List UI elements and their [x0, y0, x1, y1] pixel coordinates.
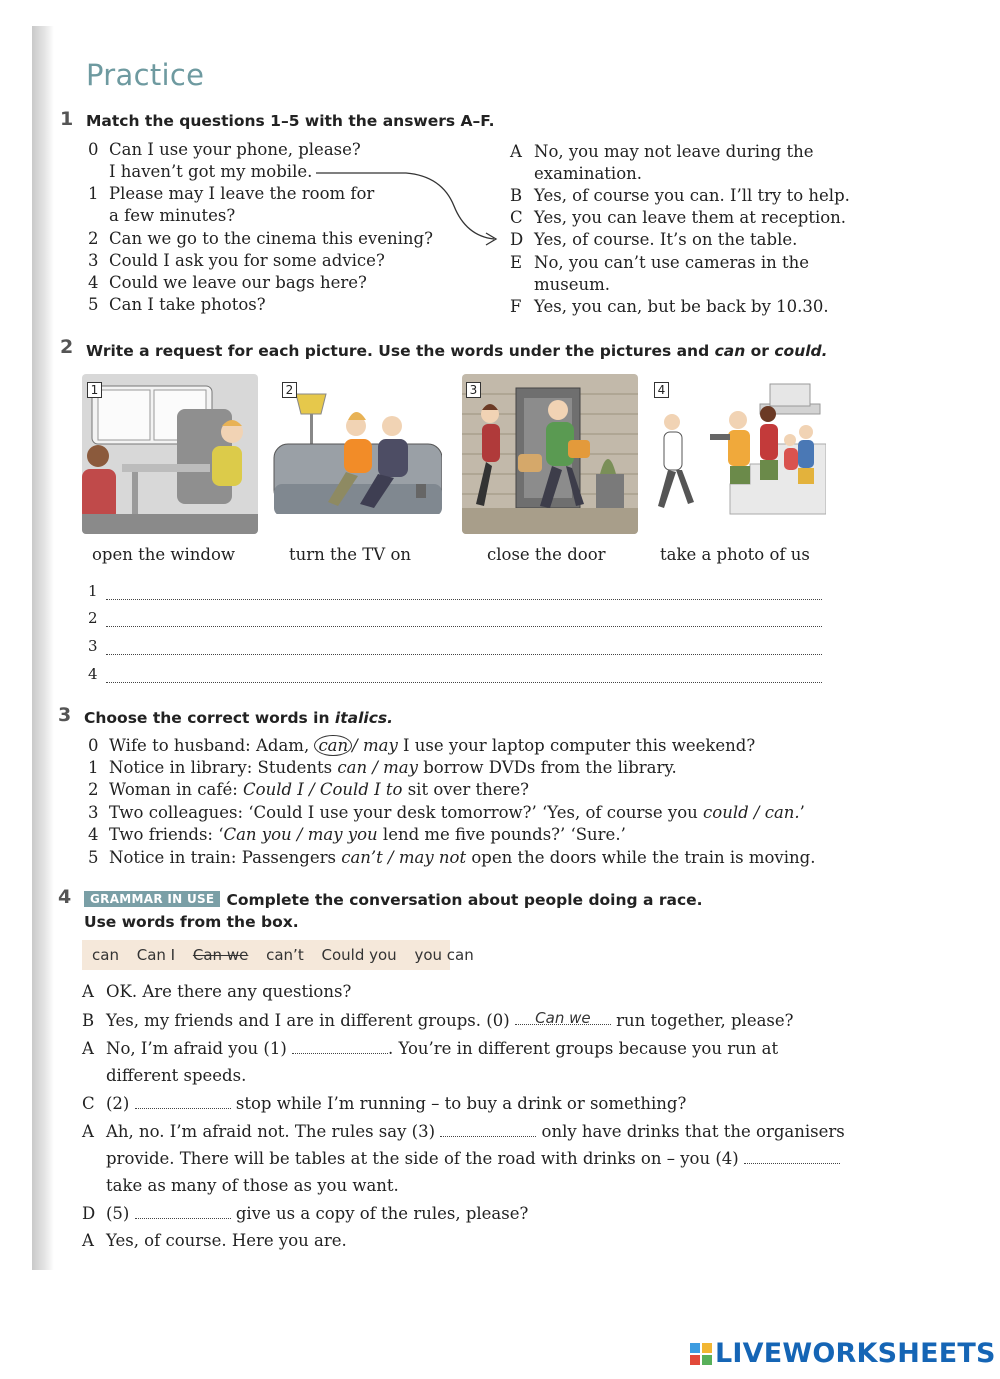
question-4: 4 Could we leave our bags here? — [88, 273, 367, 292]
dialogue-line-5-cont-2: take as many of those as you want. — [106, 1176, 399, 1195]
exercise-3-instruction: Choose the correct words in italics. — [84, 709, 394, 727]
question-0: 0 Can I use your phone, please? — [88, 140, 361, 159]
answer-a: A No, you may not leave during the — [510, 142, 814, 161]
dialogue-line-1: A OK. Are there any questions? — [82, 982, 352, 1001]
ex3-item-0: 0 Wife to husband: Adam, can / may I use your laptop computer this weekend? — [88, 736, 756, 755]
ex3-item-2[interactable]: 2 Woman in café: Could I / Could I to sit over there? — [88, 780, 530, 799]
exercise-2-number: 2 — [60, 336, 74, 358]
caption-2: turn the TV on — [289, 545, 412, 564]
grammar-in-use-badge: GRAMMAR IN USE — [84, 891, 220, 907]
blank-4[interactable] — [744, 1149, 840, 1164]
picture-sofa — [266, 374, 442, 534]
answer-a-cont: examination. — [534, 164, 643, 183]
dialogue-line-3: A No, I’m afraid you (1) . You’re in different groups because you run at — [82, 1039, 779, 1058]
dialogue-line-3-cont: different speeds. — [106, 1066, 247, 1085]
picture-2-number: 2 — [282, 382, 297, 398]
liveworksheets-logo[interactable]: LIVEWORKSHEETS — [690, 1338, 996, 1369]
question-1-cont: a few minutes? — [109, 206, 236, 225]
answer-line-3[interactable]: 3 — [88, 637, 828, 655]
exercise-3-number: 3 — [58, 704, 72, 726]
picture-3-number: 3 — [466, 382, 481, 398]
answer-f: F Yes, you can, but be back by 10.30. — [510, 297, 829, 316]
sofa-illustration — [266, 374, 442, 534]
picture-train — [82, 374, 258, 534]
exercise-4-number: 4 — [58, 886, 72, 908]
exercise-4-instruction-2: Use words from the box. — [84, 913, 299, 931]
answer-line-1[interactable]: 1 — [88, 582, 828, 600]
dialogue-line-4: C (2) stop while I’m running – to buy a drink or something? — [82, 1094, 687, 1113]
answer-line-2[interactable]: 2 — [88, 609, 828, 627]
blank-1[interactable] — [292, 1039, 388, 1054]
exercise-1-number: 1 — [60, 108, 74, 130]
worksheet — [54, 26, 974, 1270]
question-5: 5 Can I take photos? — [88, 295, 266, 314]
door-illustration — [462, 374, 638, 534]
dialogue-line-5: A Ah, no. I’m afraid not. The rules say (3) only have drinks that the organisers — [82, 1122, 845, 1141]
answer-line-4[interactable]: 4 — [88, 665, 828, 683]
answer-e: E No, you can’t use cameras in the — [510, 253, 810, 272]
ex3-item-3[interactable]: 3 Two colleagues: ‘Could I use your desk tomorrow?’ ‘Yes, of course you could / can.’ — [88, 803, 805, 822]
answer-e-cont: museum. — [534, 275, 611, 294]
page-margin — [0, 0, 36, 1379]
ex3-item-1[interactable]: 1 Notice in library: Students can / may borrow DVDs from the library. — [88, 758, 677, 777]
caption-4: take a photo of us — [660, 545, 810, 564]
train-illustration — [82, 374, 258, 534]
caption-1: open the window — [92, 545, 236, 564]
photo-illustration — [650, 374, 826, 534]
picture-photo — [650, 374, 826, 534]
answer-d: D Yes, of course. It’s on the table. — [510, 230, 798, 249]
caption-3: close the door — [487, 545, 606, 564]
dialogue-line-6: D (5) give us a copy of the rules, please? — [82, 1204, 529, 1223]
ex3-item-4[interactable]: 4 Two friends: ‘Can you / may you lend me five pounds?’ ‘Sure.’ — [88, 825, 626, 844]
scan-shadow — [32, 26, 54, 1270]
question-3: 3 Could I ask you for some advice? — [88, 251, 385, 270]
page-title: Practice — [86, 58, 205, 92]
answer-c: C Yes, you can leave them at reception. — [510, 208, 847, 227]
dialogue-line-7: A Yes, of course. Here you are. — [82, 1231, 347, 1250]
exercise-4-instruction: GRAMMAR IN USE Complete the conversation about people doing a race. — [84, 891, 703, 909]
question-0-cont: I haven’t got my mobile. — [109, 162, 313, 181]
blank-5[interactable] — [135, 1204, 231, 1219]
question-2: 2 Can we go to the cinema this evening? — [88, 229, 433, 248]
blank-3[interactable] — [440, 1122, 536, 1137]
example-blank: Can we — [515, 1010, 611, 1025]
exercise-1-instruction: Match the questions 1–5 with the answers A–F. — [86, 112, 495, 130]
word-box: can Can I Can we can’t Could you you can — [82, 940, 450, 970]
blank-2[interactable] — [135, 1094, 231, 1109]
dialogue-line-5-cont: provide. There will be tables at the side of the road with drinks on – you (4) — [82, 1148, 840, 1170]
picture-4-number: 4 — [654, 382, 669, 398]
circled-answer: can — [314, 735, 352, 756]
ex3-item-5[interactable]: 5 Notice in train: Passengers can’t / may not open the doors while the train is moving. — [88, 848, 816, 867]
question-1: 1 Please may I leave the room for — [88, 184, 375, 203]
picture-1-number: 1 — [87, 382, 102, 398]
logo-icon — [690, 1343, 712, 1365]
dialogue-line-2: B Yes, my friends and I are in different groups. (0) Can we run together, please? — [82, 1009, 794, 1030]
picture-door — [462, 374, 638, 534]
answer-b: B Yes, of course you can. I’ll try to help. — [510, 186, 850, 205]
exercise-2-instruction: Write a request for each picture. Use the words under the pictures and can or could. — [86, 342, 828, 360]
